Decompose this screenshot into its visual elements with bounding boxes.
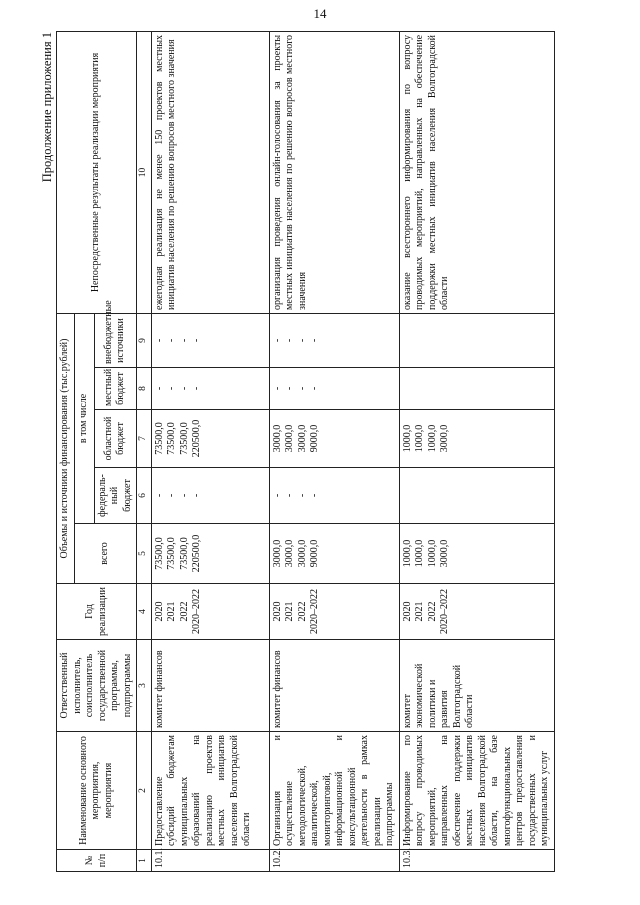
continuation-title: Продолжение приложения 1: [40, 32, 54, 183]
table-row: [269, 31, 399, 871]
row-name: Организация и осуществление методологической, аналитической, мониторинговой, информационной и консультационной деятельности в рамках реализации подпрограммы: [269, 732, 399, 850]
row-offbudget: - - - -: [269, 313, 399, 367]
header-regional: областной бюджет: [94, 410, 137, 468]
column-number: 3: [137, 640, 152, 732]
column-number: 9: [137, 313, 152, 367]
header-finance-group: Объемы и источники финансирования (тыс.рублей): [57, 313, 75, 583]
header-total: всего: [74, 524, 137, 584]
column-number: 5: [137, 524, 152, 584]
row-years: 2020 2021 2022 2020–2022: [269, 584, 399, 640]
page-number: 14: [313, 6, 327, 21]
row-total: 73500,0 73500,0 73500,0 220500,0: [151, 524, 269, 584]
row-years: 2020 2021 2022 2020–2022: [151, 584, 269, 640]
row-result: оказание всестороннего информирования по вопросу проводимых мероприятий, направленных на обеспечение поддержки местных инициатив населения Волгоградской области: [399, 31, 554, 313]
row-federal: [399, 468, 554, 524]
row-executor: комитет финансов: [269, 640, 399, 732]
column-number: 1: [137, 850, 152, 872]
row-num: 10.1.: [151, 850, 269, 872]
row-federal: - - - -: [151, 468, 269, 524]
row-local: [399, 368, 554, 410]
header-executor: Ответственный исполнитель, соисполнитель государственной программы, подпрограммы: [57, 640, 137, 732]
header-num: № п/п: [57, 850, 137, 872]
row-result: ежегодная реализация не менее 150 проектов местных инициатив населения по решению вопросов местного значения: [151, 31, 269, 313]
column-number: 7: [137, 410, 152, 468]
row-num: 10.2.: [269, 850, 399, 872]
row-num: 10.3.: [399, 850, 554, 872]
row-name: Предоставление субсидий бюджетам муниципальных образований на реализацию проектов местных инициатив населения Волгоградской области: [151, 732, 269, 850]
header-name: Наименование основного мероприятия, мероприятия: [57, 732, 137, 850]
table-row: [151, 31, 269, 871]
column-number-row: [137, 31, 152, 871]
header-local: местный бюджет: [94, 368, 137, 410]
row-executor: комитет финансов: [151, 640, 269, 732]
column-number: 4: [137, 584, 152, 640]
column-number: 2: [137, 732, 152, 850]
row-offbudget: - - - -: [151, 313, 269, 367]
table-row: [399, 31, 554, 871]
row-local: - - - -: [151, 368, 269, 410]
row-years: 2020 2021 2022 2020–2022: [399, 584, 554, 640]
row-executor: комитет экономической политики и развития Волгоградской области: [399, 640, 554, 732]
row-local: - - - -: [269, 368, 399, 410]
row-regional: 3000,0 3000,0 3000,0 9000,0: [269, 410, 399, 468]
column-number: 6: [137, 468, 152, 524]
header-year: Год реализации: [57, 584, 137, 640]
header-results: Непосредственные результаты реализации мероприятия: [57, 31, 137, 313]
header-offbudget: внебюджетные источники: [94, 313, 137, 367]
row-name: Информирование по вопросу проводимых мероприятий, направленных на обеспечение поддержки местных инициатив населения Волгоградской области, на базе многофункциональных центров предоставления государственных и муниципальных услуг: [399, 732, 554, 850]
header-incl: в том числе: [74, 313, 94, 523]
row-total: 1000,0 1000,0 1000,0 3000,0: [399, 524, 554, 584]
column-number: 10: [137, 31, 152, 313]
header-federal: федераль-ный бюджет: [94, 468, 137, 524]
row-offbudget: [399, 313, 554, 367]
column-number: 8: [137, 368, 152, 410]
row-total: 3000,0 3000,0 3000,0 9000,0: [269, 524, 399, 584]
row-regional: 1000,0 1000,0 1000,0 3000,0: [399, 410, 554, 468]
row-federal: - - - -: [269, 468, 399, 524]
rotated-table-sheet: [40, 32, 600, 872]
row-result: организация проведения онлайн-голосования за проекты местных инициатив населения по решению вопросов местного значения: [269, 31, 399, 313]
row-regional: 73500,0 73500,0 73500,0 220500,0: [151, 410, 269, 468]
financing-table: [56, 31, 555, 872]
